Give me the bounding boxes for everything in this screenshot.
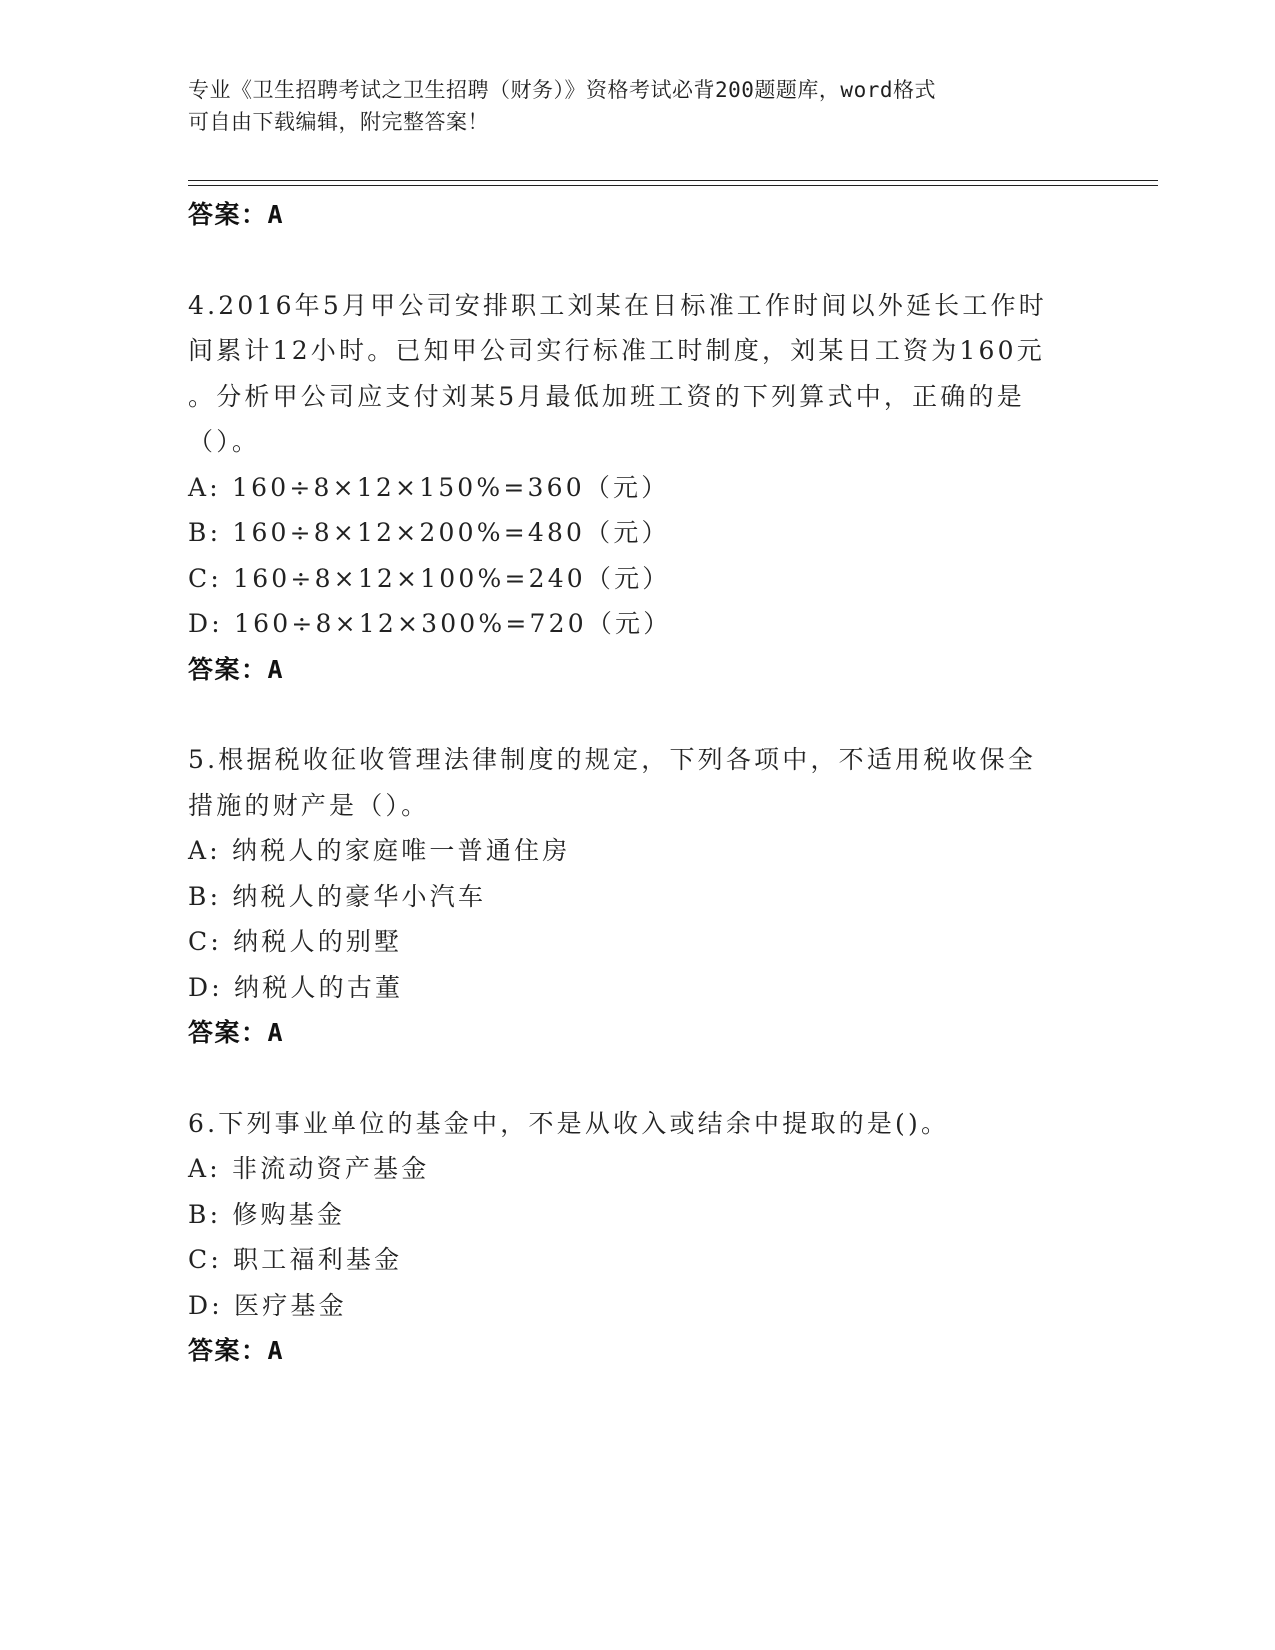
previous-answer: 答案：A xyxy=(188,200,285,229)
answer-line: 答案：A xyxy=(188,1018,285,1047)
header-divider-bottom xyxy=(188,185,1158,186)
option-b: B: 修购基金 xyxy=(188,1199,346,1229)
option-a: A: 160÷8×12×150%=360（元） xyxy=(188,472,670,502)
question-stem-line: 间累计12小时。已知甲公司实行标准工时制度，刘某日工资为160元 xyxy=(188,336,1045,365)
option-b: B: 160÷8×12×200%=480（元） xyxy=(188,518,670,547)
answer-line: 答案：A xyxy=(188,654,285,684)
answer-line: 答案：A xyxy=(188,1336,285,1365)
document-header xyxy=(188,74,1088,138)
question-stem-line: 。分析甲公司应支付刘某5月最低加班工资的下列算式中，正确的是 xyxy=(188,381,1025,411)
question-stem-line: 措施的财产是（）。 xyxy=(188,790,430,820)
header-divider-top xyxy=(188,180,1158,181)
option-c: C: 160÷8×12×100%=240（元） xyxy=(188,563,671,593)
header-line-1: 专业《卫生招聘考试之卫生招聘（财务）》资格考试必背200题题库，word格式 xyxy=(188,78,936,102)
option-c: C: 纳税人的别墅 xyxy=(188,927,403,956)
spacer xyxy=(188,238,1088,283)
spacer xyxy=(188,692,1088,737)
question-stem-line: 4.2016年5月甲公司安排职工刘某在日标准工作时间以外延长工作时 xyxy=(188,290,1047,320)
option-a: A: 纳税人的家庭唯一普通住房 xyxy=(188,836,571,865)
question-block xyxy=(188,1101,1088,1374)
question-block xyxy=(188,283,1088,693)
option-c: C: 职工福利基金 xyxy=(188,1245,403,1274)
option-a: A: 非流动资产基金 xyxy=(188,1154,430,1183)
header-line-2: 可自由下载编辑，附完整答案！ xyxy=(188,110,489,134)
question-stem-line: （）。 xyxy=(188,427,261,456)
option-d: D: 纳税人的古董 xyxy=(188,972,404,1002)
option-b: B: 纳税人的豪华小汽车 xyxy=(188,881,487,911)
question-block xyxy=(188,737,1088,1056)
question-stem-line: 6.下列事业单位的基金中，不是从收入或结余中提取的是()。 xyxy=(188,1108,950,1138)
spacer xyxy=(188,1056,1088,1101)
option-d: D: 医疗基金 xyxy=(188,1290,347,1320)
question-stem-line: 5.根据税收征收管理法律制度的规定，下列各项中，不适用税收保全 xyxy=(188,745,1037,774)
option-d: D: 160÷8×12×300%=720（元） xyxy=(188,609,672,638)
question-list xyxy=(188,192,1088,1374)
